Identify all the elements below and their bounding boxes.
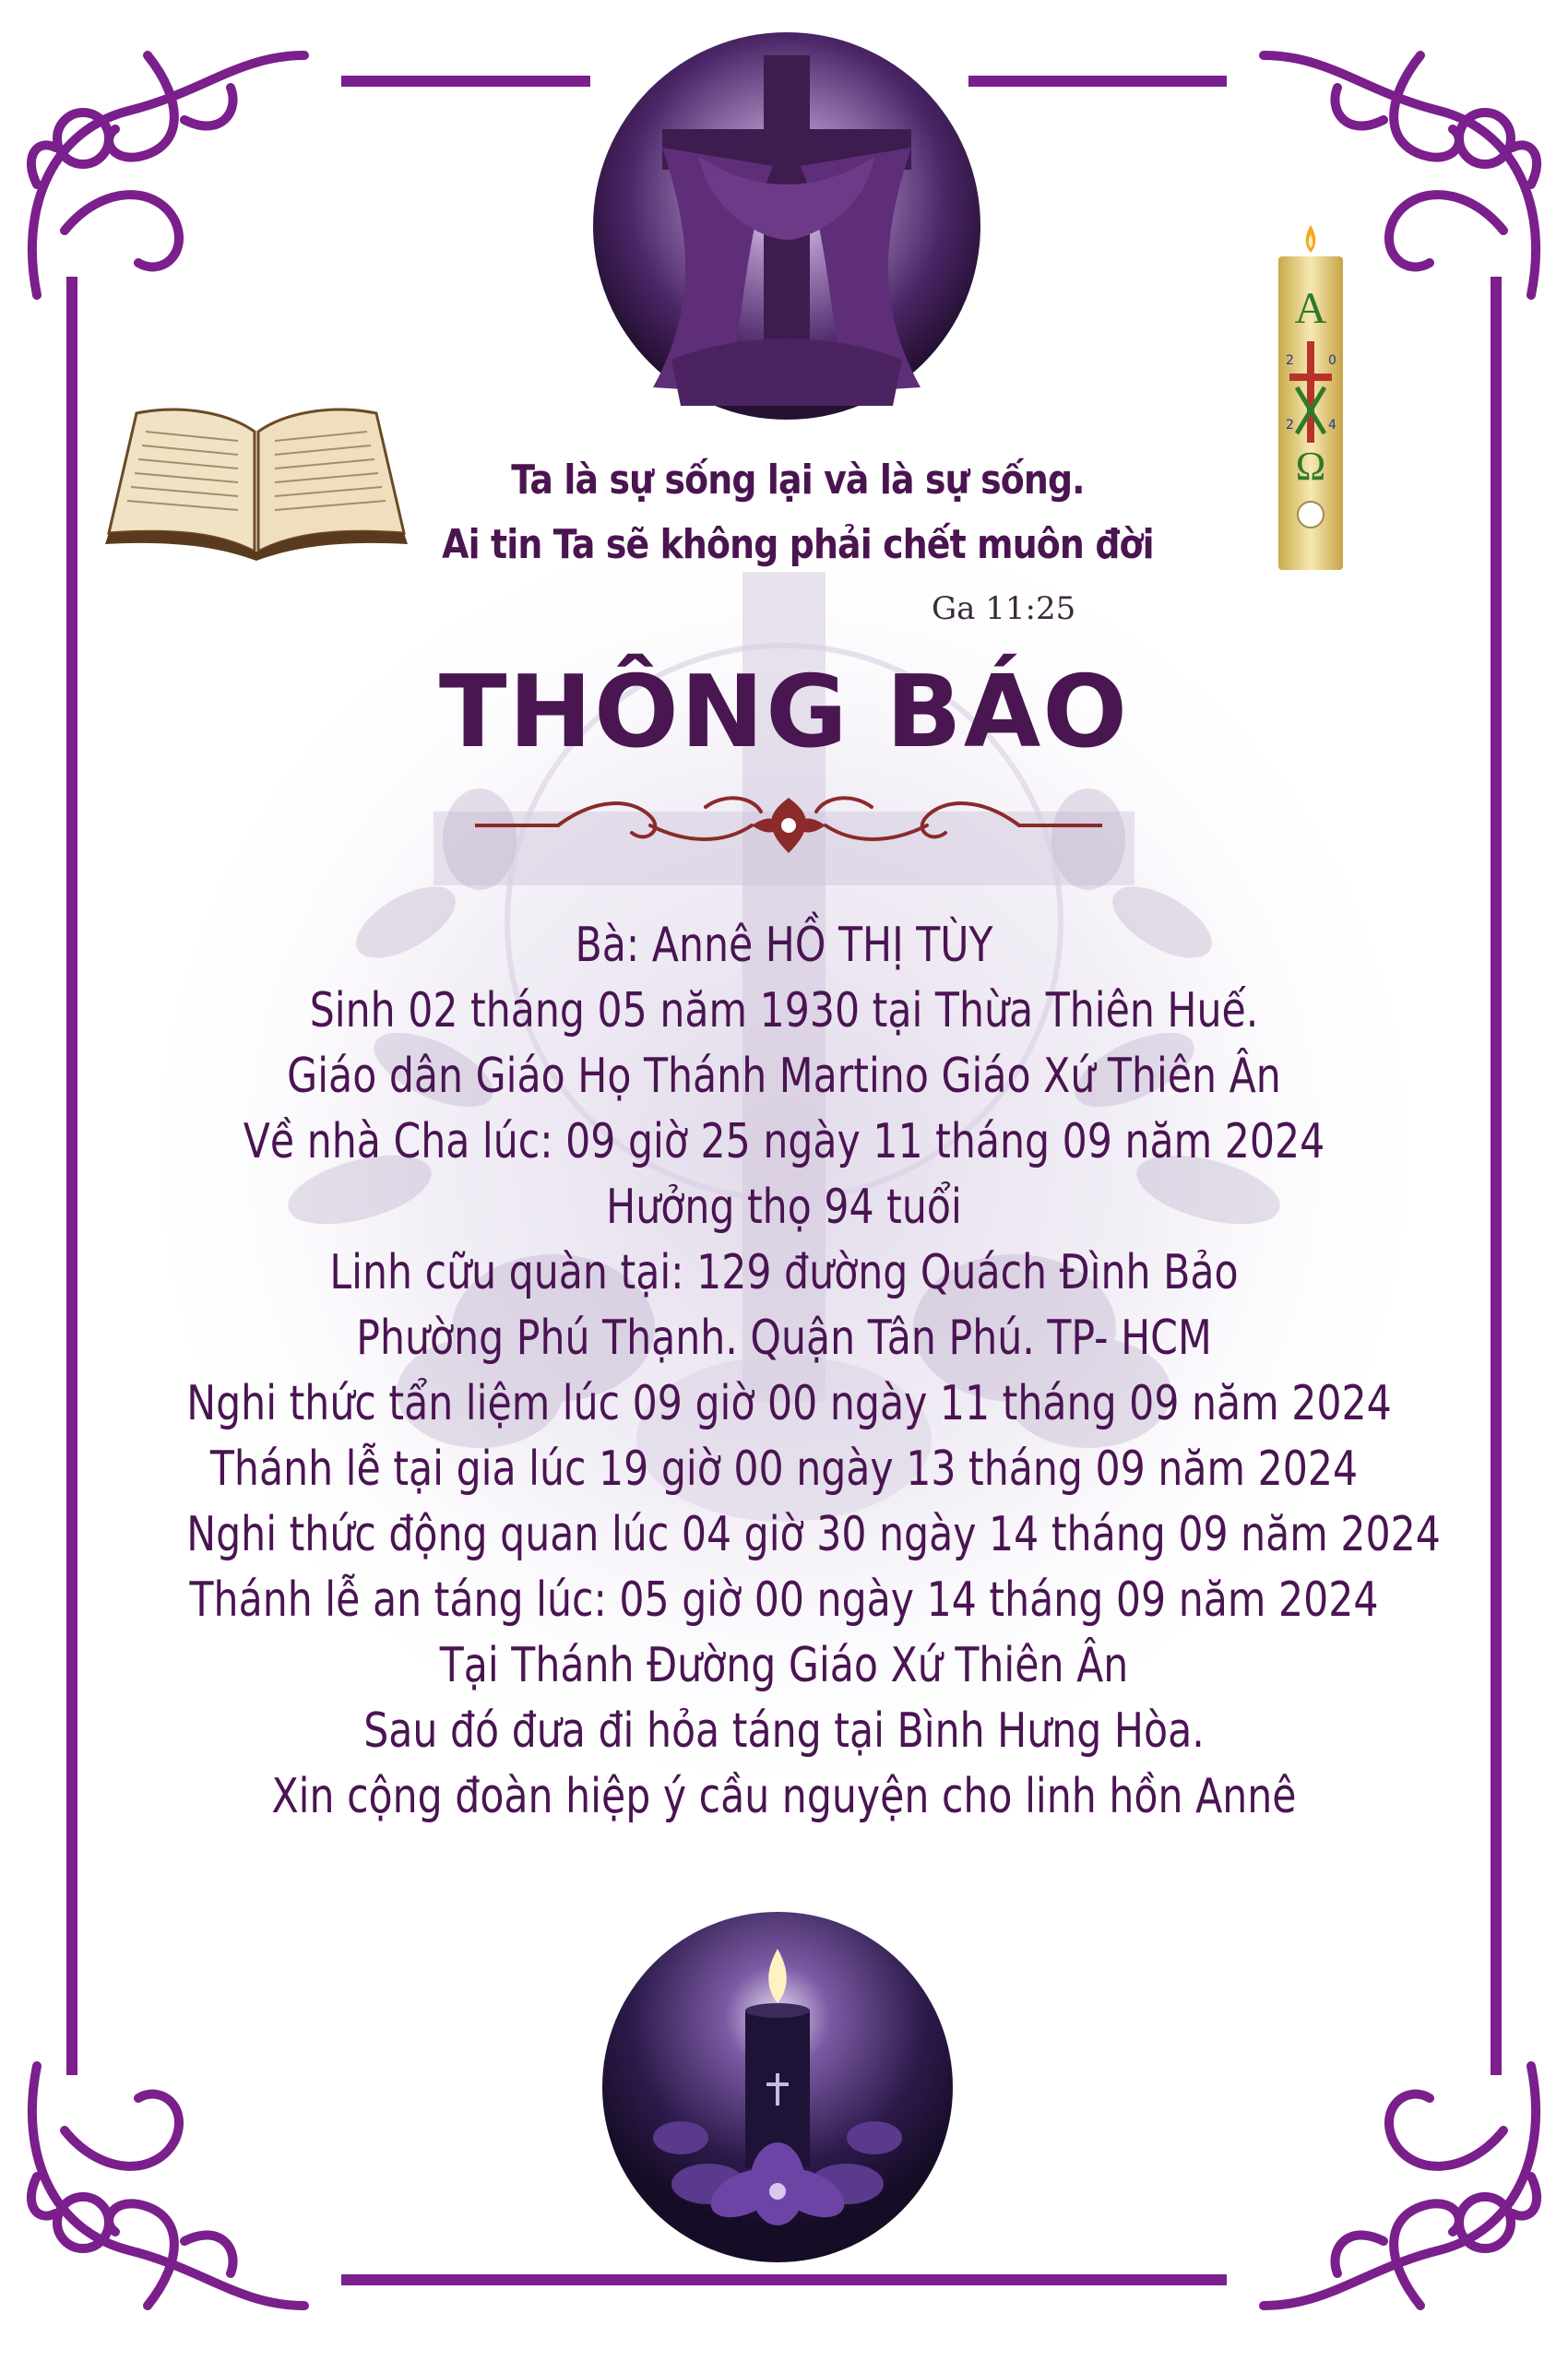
corner-ornament-top-left xyxy=(31,55,304,295)
announcement-line-home-mass: Thánh lễ tại gia lúc 19 giờ 00 ngày 13 tháng 09 năm 2024 xyxy=(209,1442,1359,1497)
candle-alpha-letter: A xyxy=(1294,284,1327,333)
announcement-line-parish: Giáo dân Giáo Họ Thánh Martino Giáo Xứ Thiên Ân xyxy=(287,1049,1281,1104)
scripture-verse-line-1: Ta là sự sống lại và là sự sống. xyxy=(511,457,1085,504)
candle-year-digit-3: 2 xyxy=(1286,418,1294,433)
flourish-divider-icon xyxy=(475,789,1102,862)
corner-ornament-bottom-right xyxy=(1264,2066,1537,2306)
announcement-line-prayer-request: Xin cộng đoàn hiệp ý cầu nguyện cho linh hồn Annê xyxy=(271,1769,1297,1824)
announcement-line-birth: Sinh 02 tháng 05 năm 1930 tại Thừa Thiên Huế. xyxy=(309,983,1259,1038)
announcement-line-viewing-address: Linh cữu quàn tại: 129 đường Quách Đình Bảo xyxy=(329,1245,1239,1300)
draped-cross-icon xyxy=(588,28,985,424)
announcement-line-church: Tại Thánh Đường Giáo Xứ Thiên Ân xyxy=(439,1638,1129,1693)
announcement-line-age: Hưởng thọ 94 tuổi xyxy=(606,1180,962,1235)
corner-ornament-bottom-left xyxy=(31,2066,304,2306)
candle-omega-letter: Ω xyxy=(1295,444,1326,489)
announcement-line-name: Bà: Annê HỒ THỊ TÙY xyxy=(575,918,993,973)
announcement-line-encoffining: Nghi thức tẩn liệm lúc 09 giờ 00 ngày 11 tháng 09 năm 2024 xyxy=(186,1376,1392,1431)
scripture-reference: Ga 11:25 xyxy=(932,590,1076,627)
scripture-verse-line-2: Ai tin Ta sẽ không phải chết muôn đời xyxy=(442,521,1154,568)
announcement-line-cremation: Sau đó đưa đi hỏa táng tại Bình Hưng Hòa. xyxy=(363,1703,1205,1759)
candle-year-digit-2: 0 xyxy=(1328,353,1336,368)
paschal-candle-icon xyxy=(1273,221,1348,572)
memorial-candle-icon xyxy=(598,1907,957,2267)
announcement-body xyxy=(55,913,1513,1830)
announcement-line-ward-district: Phường Phú Thạnh. Quận Tân Phú. TP- HCM xyxy=(356,1311,1212,1366)
candle-year-digit-1: 2 xyxy=(1286,353,1294,368)
page-title: THÔNG BÁO xyxy=(438,655,1130,770)
announcement-line-procession: Nghi thức động quan lúc 04 giờ 30 ngày 14 tháng 09 năm 2024 xyxy=(186,1507,1441,1562)
announcement-line-funeral-mass: Thánh lễ an táng lúc: 05 giờ 00 ngày 14 tháng 09 năm 2024 xyxy=(189,1572,1379,1628)
candle-year-digit-4: 4 xyxy=(1328,418,1336,433)
announcement-line-passing: Về nhà Cha lúc: 09 giờ 25 ngày 11 tháng 09 năm 2024 xyxy=(243,1114,1325,1169)
